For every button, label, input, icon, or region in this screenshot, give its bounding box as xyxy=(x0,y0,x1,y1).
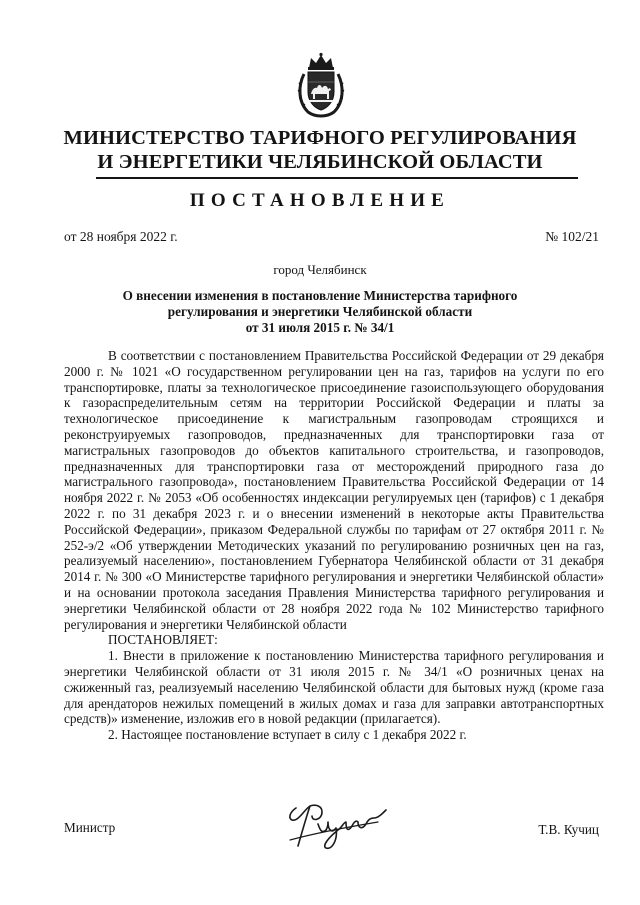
document-heading-line2: регулирования и энергетики Челябинской области xyxy=(167,304,473,319)
document-heading xyxy=(60,288,580,336)
item-1-paragraph: 1. Внести в приложение к постановлению Министерства тарифного регулирования и энергетики Челябинской области от 31 июля 2015 г. № 34/1 «О розничных ценах на сжиженный газ, реализуемый населению Челябинской области для бытовых нужд (кроме газа для арендаторов нежилых помещений в жилых домах и газа для заправки автотранспортных средств)» изменение, изложив его в новой редакции (прилагается). xyxy=(64,648,604,727)
coat-of-arms-icon xyxy=(296,52,346,118)
signatory-name: Т.В. Кучиц xyxy=(538,822,599,837)
ministry-name-line2: И ЭНЕРГЕТИКИ ЧЕЛЯБИНСКОЙ ОБЛАСТИ xyxy=(97,151,543,173)
document-number: № 102/21 xyxy=(545,229,599,244)
document-date: от 28 ноября 2022 г. xyxy=(64,229,178,244)
item-2-paragraph: 2. Настоящее постановление вступает в силу с 1 декабря 2022 г. xyxy=(108,727,467,743)
document-body xyxy=(64,348,604,743)
document-heading-line3: от 31 июля 2015 г. № 34/1 xyxy=(245,320,395,335)
preamble-paragraph: В соответствии с постановлением Правительства Российской Федерации от 29 декабря 2000 г. № 1021 «О государственном регулировании цен на газ, тарифов на услуги по его транспортировке, платы за технологическое присоединение газоиспользующего оборудования к газораспределительным сетям на территории Российской Федерации и платы за технологическое присоединение к магистральным газопроводам строящихся и реконструируемых газопроводов, предназначенных для транспортировки газа от магистральных газопроводов до объектов капитального строительства, и газопроводов, предназначенных для транспортировки газа от месторождений природного газа до магистрального газопровода», постановлением Правительства Российской Федерации от 14 ноября 2022 г. № 2053 «Об особенностях индексации регулируемых цен (тарифов) с 1 декабря 2022 г. по 31 декабря 2023 г. и о внесении изменений в некоторые акты Правительства Российской Федерации», приказом Федеральной службы по тарифам от 27 октября 2011 г. № 252-э/2 «Об утверждении Методических указаний по регулированию розничных цен на газ, реализуемый населению», постановлением Губернатора Челябинской области от 31 декабря 2014 г. № 300 «О Министерстве тарифного регулирования и энергетики Челябинской области» и на основании протокола заседания Правления Министерства тарифного регулирования и энергетики Челябинской области от 28 ноября 2022 года № 102 Министерство тарифного регулирования и энергетики Челябинской области xyxy=(64,348,604,632)
header-divider xyxy=(96,177,578,179)
handwritten-signature xyxy=(282,800,396,852)
document-city: город Челябинск xyxy=(273,262,367,277)
resolves-label: ПОСТАНОВЛЯЕТ: xyxy=(108,632,218,648)
ministry-name xyxy=(60,126,580,174)
ministry-name-line1: МИНИСТЕРСТВО ТАРИФНОГО РЕГУЛИРОВАНИЯ xyxy=(63,127,577,149)
signatory-title: Министр xyxy=(64,820,116,835)
document-type: ПОСТАНОВЛЕНИЕ xyxy=(189,190,451,211)
document-heading-line1: О внесении изменения в постановление Министерства тарифного xyxy=(122,288,518,303)
